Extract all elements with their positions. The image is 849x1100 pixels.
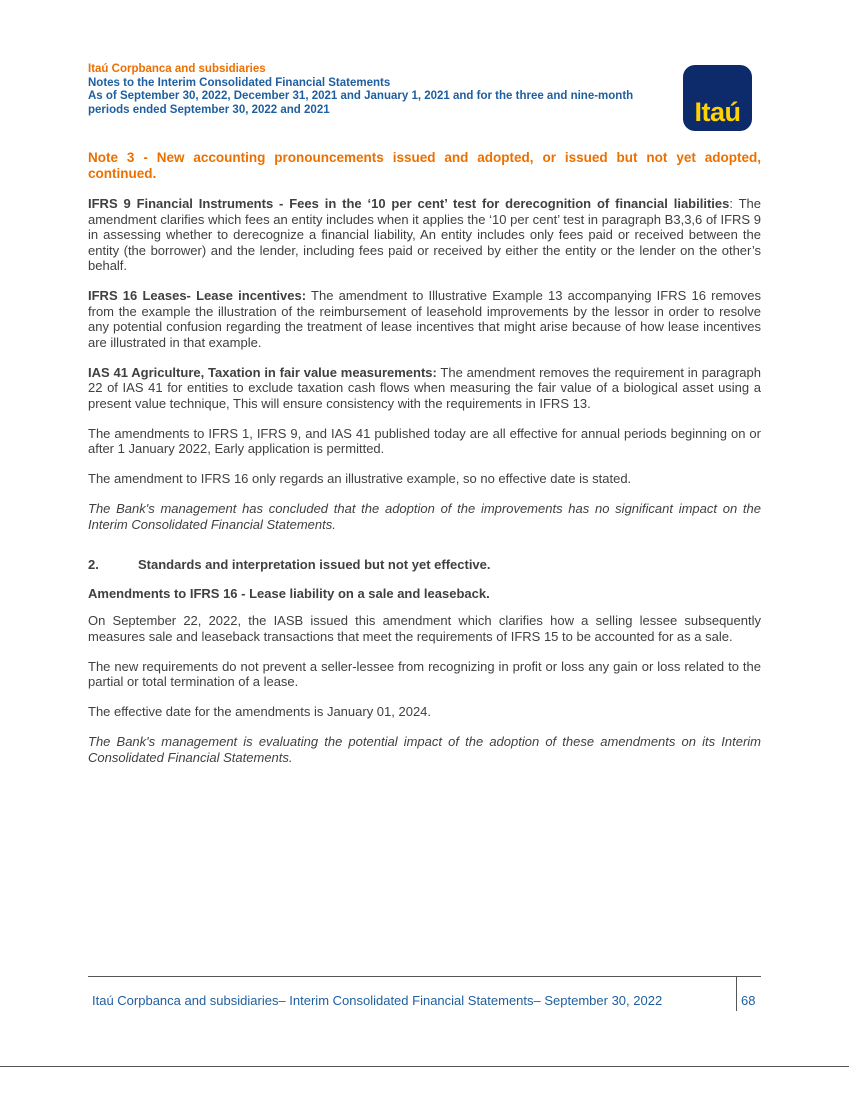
header-title: Notes to the Interim Consolidated Financial Statements	[88, 76, 391, 89]
section-title: Standards and interpretation issued but not yet effective.	[138, 557, 491, 572]
section-2-subtitle: Amendments to IFRS 16 - Lease liability on a sale and leaseback.	[88, 585, 490, 601]
ifrs9-text: : The amendment clarifies which fees an entity includes when it applies the ‘10 per cent’ test in paragraph B3,3,6 of IFRS 9 in assessing whether to derecognize a financial liability, An entity includes only fees paid or received between the entity (the borrower) and the lender, including fees paid or received by either the entity or the lender on the other’s behalf.	[88, 196, 761, 273]
section-2-management-note: The Bank's management is evaluating the potential impact of the adoption of these amendments on its Interim Consolidated Financial Statements.	[88, 734, 761, 765]
section-2-paragraph-1: On September 22, 2022, the IASB issued this amendment which clarifies how a selling lessee subsequently measures sale and leaseback transactions that meet the requirements of IFRS 15 to be accounted for as a sale.	[88, 613, 761, 644]
footer-separator	[736, 976, 737, 1011]
footer-text: Itaú Corpbanca and subsidiaries– Interim Consolidated Financial Statements– September 30, 2022	[92, 993, 663, 1008]
page-content	[88, 150, 761, 780]
section-2-paragraph-3: The effective date for the amendments is January 01, 2024.	[88, 704, 432, 719]
logo-text: Itaú	[694, 96, 741, 127]
paragraph-effective-dates: The amendments to IFRS 1, IFRS 9, and IAS 41 published today are all effective for annual periods beginning on or after 1 January 2022, Early application is permitted.	[88, 425, 761, 456]
section-2-paragraph-2: The new requirements do not prevent a seller-lessee from recognizing in profit or loss any gain or loss related to the partial or total termination of a lease.	[88, 658, 761, 689]
header-period: As of September 30, 2022, December 31, 2021 and January 1, 2021 and for the three and nine-month periods ended September 30, 2022 and 2021	[88, 90, 634, 116]
page-bottom-divider	[0, 1066, 849, 1067]
ias41-text: The amendment removes the requirement in paragraph 22 of IAS 41 for entities to exclude taxation cash flows when measuring the fair value of a biological asset using a present value technique, This will ensure consistency with the requirements in IFRS 13.	[88, 364, 761, 411]
page-header	[88, 63, 668, 117]
footer-divider	[88, 976, 761, 977]
ifrs16-heading: IFRS 16 Leases- Lease incentives:	[88, 288, 307, 303]
section-2-heading	[88, 557, 761, 573]
paragraph-management-conclusion: The Bank's management has concluded that the adoption of the improvements has no significant impact on the Interim Consolidated Financial Statements.	[88, 501, 761, 532]
paragraph-ifrs16-note: The amendment to IFRS 16 only regards an illustrative example, so no effective date is stated.	[88, 471, 632, 486]
header-company: Itaú Corpbanca and subsidiaries	[88, 63, 266, 75]
ifrs9-heading: IFRS 9 Financial Instruments - Fees in the ‘10 per cent’ test for derecognition of financial liabilities	[88, 196, 730, 211]
itau-logo-icon	[683, 65, 752, 131]
ifrs16-text: The amendment to Illustrative Example 13 accompanying IFRS 16 removes from the example the illustration of the reimbursement of leasehold improvements by the lessor in order to resolve any potential confusion regarding the treatment of lease incentives that might arise because of how lease incentives are illustrated in that example.	[88, 288, 761, 350]
paragraph-ifrs16	[88, 288, 761, 350]
paragraph-ias41	[88, 365, 761, 412]
page-number: 68	[741, 993, 756, 1008]
paragraph-ifrs9	[88, 196, 761, 274]
ias41-heading: IAS 41 Agriculture, Taxation in fair value measurements:	[88, 364, 437, 380]
section-number: 2.	[88, 557, 99, 572]
note-title: Note 3 - New accounting pronouncements issued and adopted, or issued but not yet adopted, continued.	[88, 150, 761, 181]
